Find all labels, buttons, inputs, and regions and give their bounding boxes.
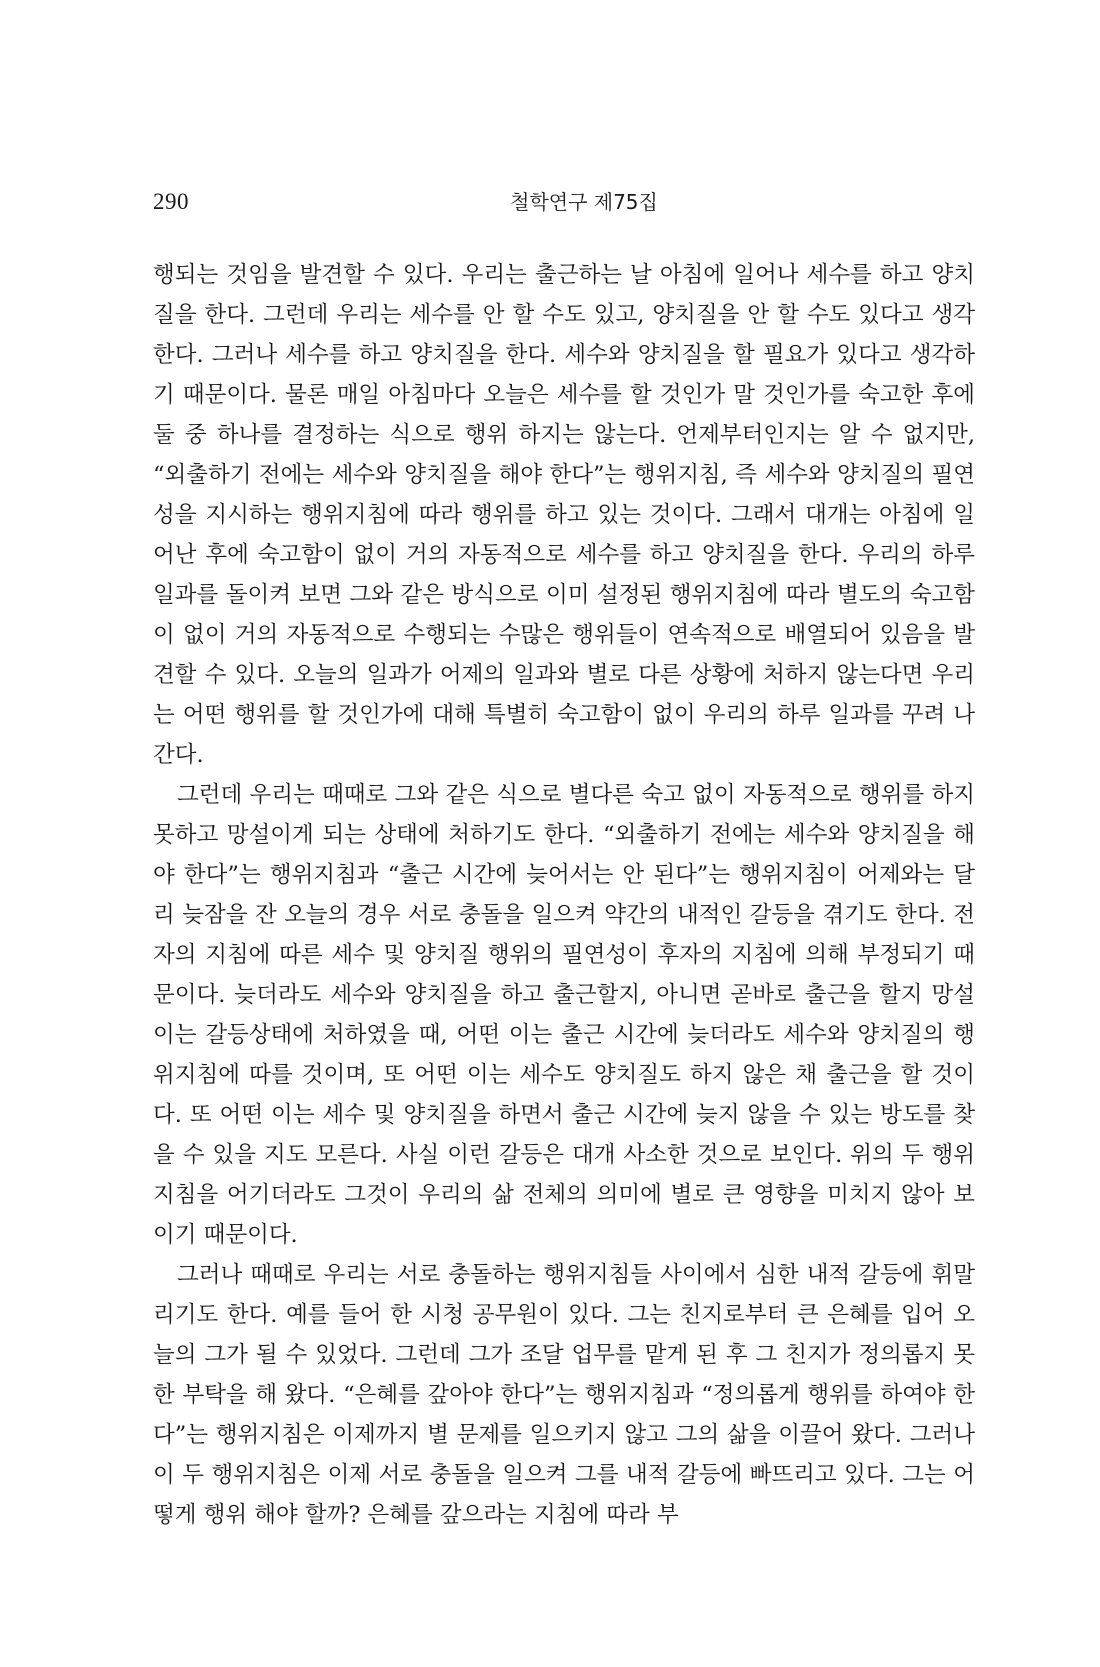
paragraph-3: 그러나 때때로 우리는 서로 충돌하는 행위지침들 사이에서 심한 내적 갈등에 휘말리기도 한다. 예를 들어 한 시청 공무원이 있다. 그는 친지로부터 큰 은혜를 입어 오늘의 그가 될 수 있었다. 그런데 그가 조달 업무를 맡게 된 후 그 친지가 정의롭지 못한 부탁을 해 왔다. “은혜를 갚아야 한다”는 행위지침과 “정의롭게 행위를 하여야 한다”는 행위지침은 이제까지 별 문제를 일으키지 않고 그의 삶을 이끌어 왔다. 그러나 이 두 행위지침은 이제 서로 충돌을 일으켜 그를 내적 갈등에 빠뜨리고 있다. 그는 어떻게 행위 해야 할까? 은혜를 갚으라는 지침에 따라 부 — [153, 1262, 975, 1528]
running-title: 철학연구 제75집 — [510, 190, 658, 214]
body-text — [153, 255, 975, 1535]
paragraph-1: 행되는 것임을 발견할 수 있다. 우리는 출근하는 날 아침에 일어나 세수를 하고 양치질을 한다. 그런데 우리는 세수를 안 할 수도 있고, 양치질을 안 할 수도 있다고 생각한다. 그러나 세수를 하고 양치질을 한다. 세수와 양치질을 할 필요가 있다고 생각하기 때문이다. 물론 매일 아침마다 오늘은 세수를 할 것인가 말 것인가를 숙고한 후에 둘 중 하나를 결정하는 식으로 행위 하지는 않는다. 언제부터인지는 알 수 없지만, “외출하기 전에는 세수와 양치질을 해야 한다”는 행위지침, 즉 세수와 양치질의 필연성을 지시하는 행위지침에 따라 행위를 하고 있는 것이다. 그래서 대개는 아침에 일어난 후에 숙고함이 없이 거의 자동적으로 세수를 하고 양치질을 한다. 우리의 하루 일과를 돌이켜 보면 그와 같은 방식으로 이미 설정된 행위지침에 따라 별도의 숙고함이 없이 거의 자동적으로 수행되는 수많은 행위들이 연속적으로 배열되어 있음을 발견할 수 있다. 오늘의 일과가 어제의 일과와 별로 다른 상황에 처하지 않는다면 우리는 어떤 행위를 할 것인가에 대해 특별히 숙고함이 없이 우리의 하루 일과를 꾸려 나간다. — [153, 262, 975, 768]
page-number: 290 — [153, 189, 189, 214]
page-header — [153, 182, 975, 222]
paragraph-2: 그런데 우리는 때때로 그와 같은 식으로 별다른 숙고 없이 자동적으로 행위를 하지 못하고 망설이게 되는 상태에 처하기도 한다. “외출하기 전에는 세수와 양치질을 해야 한다”는 행위지침과 “출근 시간에 늦어서는 안 된다”는 행위지침이 어제와는 달리 늦잠을 잔 오늘의 경우 서로 충돌을 일으켜 약간의 내적인 갈등을 겪기도 한다. 전자의 지침에 따른 세수 및 양치질 행위의 필연성이 후자의 지침에 의해 부정되기 때문이다. 늦더라도 세수와 양치질을 하고 출근할지, 아니면 곧바로 출근을 할지 망설이는 갈등상태에 처하였을 때, 어떤 이는 출근 시간에 늦더라도 세수와 양치질의 행위지침에 따를 것이며, 또 어떤 이는 세수도 양치질도 하지 않은 채 출근을 할 것이다. 또 어떤 이는 세수 및 양치질을 하면서 출근 시간에 늦지 않을 수 있는 방도를 찾을 수 있을 지도 모른다. 사실 이런 갈등은 대개 사소한 것으로 보인다. 위의 두 행위지침을 어기더라도 그것이 우리의 삶 전체의 의미에 별로 큰 영향을 미치지 않아 보이기 때문이다. — [153, 782, 975, 1248]
